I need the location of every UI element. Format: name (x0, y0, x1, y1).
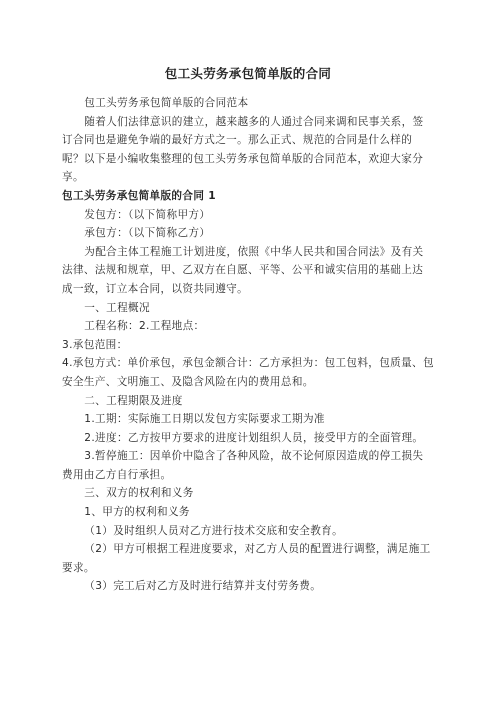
paragraph: （3）完工后对乙方及时进行结算并支付劳务费。 (84, 580, 322, 593)
paragraph: 2.进度：乙方按甲方要求的进度计划组织人员，接受甲方的全面管理。 (84, 431, 424, 444)
paragraph: （2）甲方可根据工程进度要求，对乙方人员的配置进行调整，满足施工要求。 (62, 543, 431, 574)
paragraph: 1、甲方的权利和义务 (84, 506, 190, 519)
paragraph: 二、工程期限及进度 (84, 394, 183, 407)
paragraph: 3.承包范围： (62, 338, 128, 351)
paragraph: 三、双方的权利和义务 (84, 487, 194, 500)
paragraph: 4.承包方式：单价承包，承包金额合计：乙方承担为：包工包料，包质量、包安全生产、文明施工、及隐含风险在内的费用总和。 (62, 357, 434, 388)
section-heading: 包工头劳务承包简单版的合同 1 (62, 189, 217, 202)
paragraph: 1.工期：实际施工日期以发包方实际要求工期为准 (84, 413, 325, 426)
paragraph: 为配合主体工程施工计划进度，依照《中华人民共和国合同法》及有关法律、法规和规章，甲、乙双方在自愿、平等、公平和诚实信用的基础上达成一致，订立本合同，以资共同遵守。 (62, 245, 424, 295)
paragraph: 工程名称：2.工程地点： (84, 320, 205, 333)
document-title: 包工头劳务承包简单版的合同 (164, 66, 332, 81)
paragraph: （1）及时组织人员对乙方进行技术交底和安全教育。 (84, 524, 344, 537)
paragraph: 发包方：（以下简称甲方） (84, 208, 211, 221)
paragraph: 3.暂停施工：因单价中隐含了各种风险，故不论何原因造成的停工损失费用由乙方自行承担。 (62, 450, 424, 481)
paragraph: 一、工程概况 (84, 301, 150, 314)
paragraph: 随着人们法律意识的建立，越来越多的人通过合同来调和民事关系，签订合同也是避免争端的最好方式之一。那么正式、规范的合同是什么样的呢？以下是小编收集整理的包工头劳务承包简单版的合同范本，欢迎大家分享。 (62, 115, 424, 184)
document-body (62, 94, 434, 596)
paragraph: 承包方：（以下简称乙方） (84, 227, 211, 240)
paragraph: 包工头劳务承包简单版的合同范本 (84, 97, 249, 109)
